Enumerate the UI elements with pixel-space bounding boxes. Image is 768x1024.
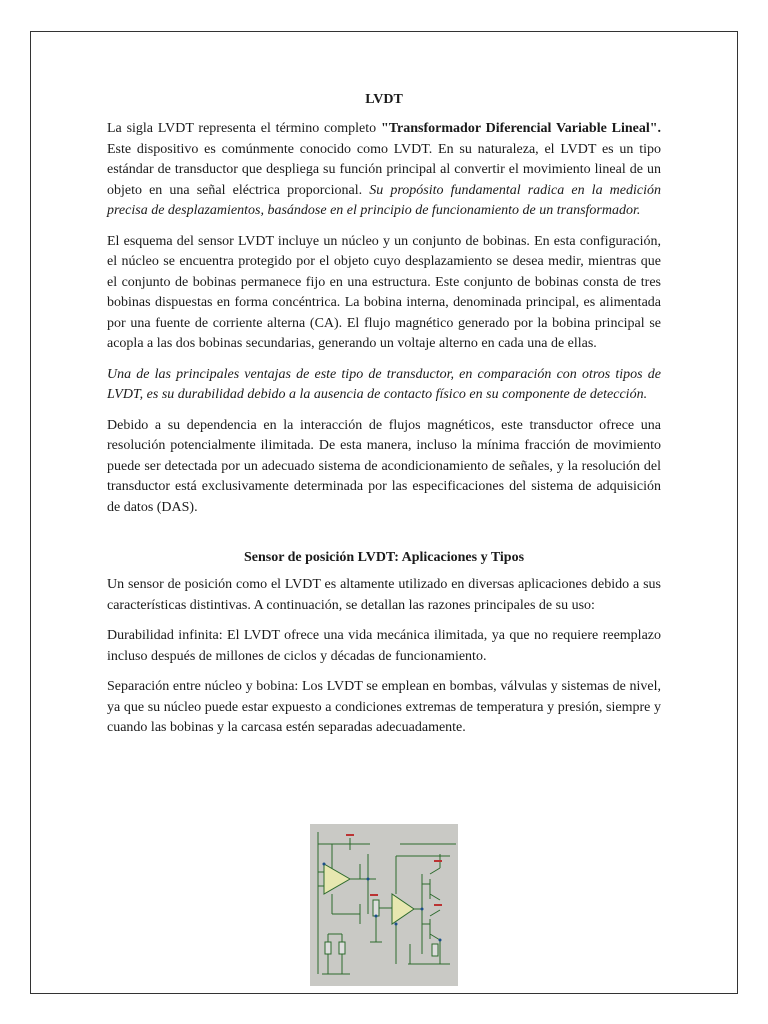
intro-paragraph: [107, 119, 661, 222]
resolution-paragraph: Debido a su dependencia en la interacción de flujos magnéticos, este transductor ofrece una resolución potencialmente ilimitada. De esta manera, incluso la mínima fracción de movimiento puede ser detectada por un adecuado sistema de acondicionamiento de señales, y la resolución del transductor está exclusivamente determinada por las especificaciones del sistema de adquisición de datos (DAS).: [107, 417, 661, 515]
circuit-schematic-drawing: [310, 824, 458, 986]
document-page: [30, 31, 738, 994]
document-body: [107, 92, 661, 749]
document-title: LVDT: [365, 92, 403, 107]
advantage-paragraph: Una de las principales ventajas de este tipo de transductor, en comparación con otros tipos de LVDT, es su durabilidad debido a la ausencia de contacto físico en su componente de detección.: [107, 366, 661, 402]
intro-text-1: La sigla LVDT representa el término completo: [107, 121, 381, 136]
scheme-paragraph: El esquema del sensor LVDT incluye un núcleo y un conjunto de bobinas. En esta configuración, el núcleo se encuentra protegido por el objeto cuyo desplazamiento se desea medir, mientras que el conjunto de bobinas permanece fijo en una estructura. Este conjunto de bobinas consta de tres bobinas dispuestas en forma concéntrica. La bobina interna, denominada principal, es alimentada por una fuente de corriente alterna (CA). El flujo magnético generado por la bobina principal se acopla a las dos bobinas secundarias, generando un voltaje alterno en cada una de ellas.: [107, 233, 661, 351]
intro-text-2: Este dispositivo es comúnmente conocido como LVDT. En su naturaleza, el LVDT es un tipo estándar de transductor que despliega su función principal al convertir el movimiento lineal de un objeto en una señal eléctrica proporcional.: [107, 141, 661, 198]
applications-intro-paragraph: Un sensor de posición como el LVDT es altamente utilizado en diversas aplicaciones debido a sus características distintivas. A continuación, se detallan las razones principales de su uso:: [107, 577, 661, 613]
intro-bold-term: "Transformador Diferencial Variable Lineal".: [380, 121, 662, 136]
durability-paragraph: Durabilidad infinita: El LVDT ofrece una vida mecánica ilimitada, ya que no requiere reemplazo incluso después de millones de ciclos y décadas de funcionamiento.: [107, 628, 661, 664]
circuit-schematic-image: [310, 824, 458, 986]
section-title: Sensor de posición LVDT: Aplicaciones y Tipos: [243, 550, 525, 565]
intro-italic-text: Su propósito fundamental radica en la medición precisa de desplazamientos, basándose en el principio de funcionamiento de un transformador.: [107, 182, 661, 218]
separation-paragraph: Separación entre núcleo y bobina: Los LVDT se emplean en bombas, válvulas y sistemas de nivel, ya que su núcleo puede estar expuesto a condiciones extremas de temperatura y presión, siempre y cuando las bobinas y la carcasa estén separadas adecuadamente.: [107, 679, 661, 735]
